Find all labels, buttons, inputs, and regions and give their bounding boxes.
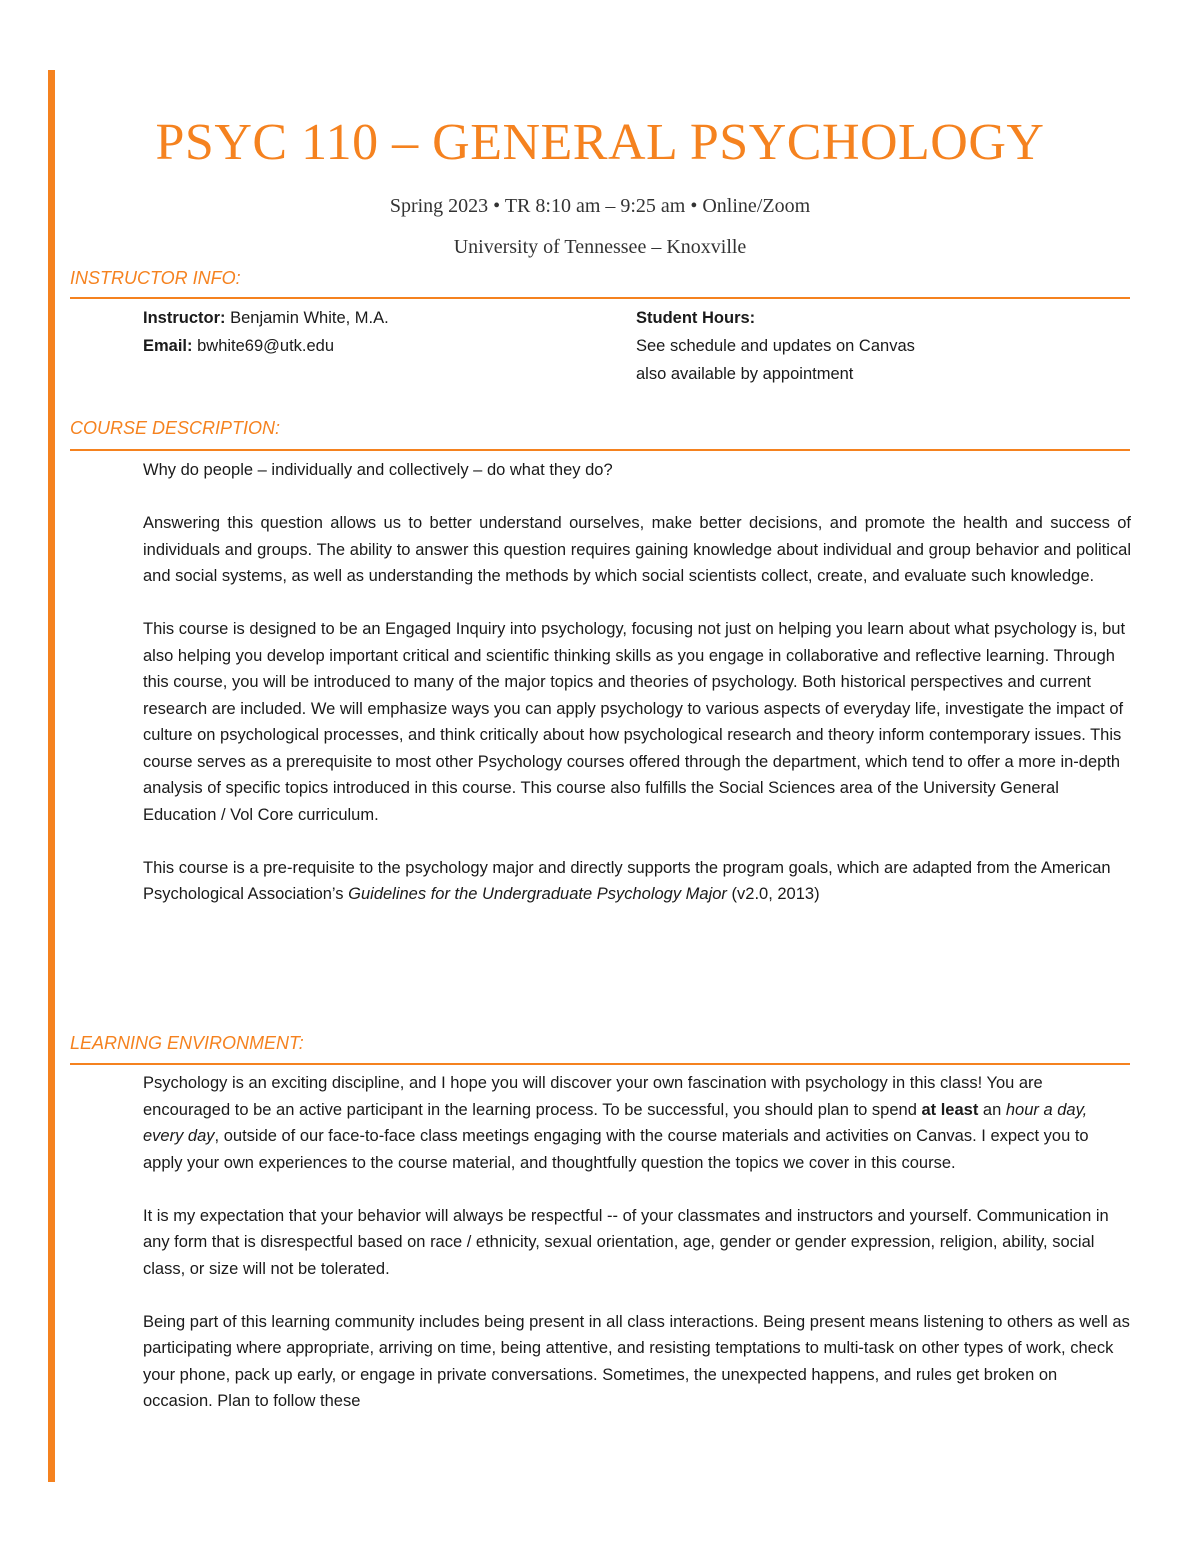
guidelines-title: Guidelines for the Undergraduate Psychology Major: [348, 885, 727, 903]
paragraph-text: an: [978, 1100, 1006, 1119]
instructor-contact-column: [143, 304, 389, 360]
student-hours-line2: also available by appointment: [636, 365, 854, 383]
learning-environment-heading: LEARNING ENVIRONMENT:: [70, 1033, 304, 1053]
paragraph: Answering this question allows us to better understand ourselves, make better decisions, and promote the health and success of individuals and groups. The ability to answer this question requires gaining knowledge about individual and group behavior and political and social systems, as well as understanding the methods by which social scientists collect, create, and evaluate such knowledge.: [143, 514, 1131, 585]
section-divider: [70, 297, 1130, 299]
paragraph: It is my expectation that your behavior will always be respectful -- of your classmates and instructors and yourself. Communication in any form that is disrespectful based on race / ethnicity, sexual orientation, age, gender or gender expression, religion, ability, social class, or size will not be tolerated.: [143, 1206, 1109, 1278]
email-label: Email:: [143, 337, 193, 355]
emphasis-bold: at least: [921, 1100, 979, 1119]
student-hours-label: Student Hours:: [636, 309, 756, 327]
section-divider: [70, 449, 1130, 451]
paragraph: [143, 1070, 1131, 1176]
section-divider: [70, 1063, 1130, 1065]
paragraph-text: , outside of our face-to-face class meetings engaging with the course materials and activities on Canvas. I expect you to apply your own experiences to the course material, and thoughtfully question the topics we cover in this course.: [143, 1127, 1089, 1172]
paragraph: Why do people – individually and collectively – do what they do?: [143, 461, 613, 479]
university-line: University of Tennessee – Knoxville: [453, 236, 747, 258]
email-address[interactable]: bwhite69@utk.edu: [192, 337, 335, 355]
paragraph-text: This course is a pre-requisite to the psychology major and directly supports the program goals, which are adapted from the American Psychological Association’s: [143, 858, 1111, 903]
course-description-body: [143, 457, 1131, 934]
instructor-line: [143, 304, 389, 332]
paragraph-text: (v2.0, 2013): [726, 885, 820, 903]
left-accent-bar: [48, 70, 55, 1482]
emphasis-italic: hour a day, every day: [143, 1100, 1088, 1145]
student-hours-line1: See schedule and updates on Canvas: [636, 337, 915, 355]
instructor-name: Benjamin White, M.A.: [225, 309, 389, 327]
student-hours-column: [636, 304, 915, 388]
instructor-label: Instructor:: [143, 309, 226, 327]
paragraph: This course is designed to be an Engaged Inquiry into psychology, focusing not just on helping you learn about what psychology is, but also helping you develop important critical and scientific thinking skills as you engage in collaborative and reflective learning. Through this course, you will be introduced to many of the major topics and theories of psychology. Both historical perspectives and current research are included. We will emphasize ways you can apply psychology to various aspects of everyday life, investigate the impact of culture on psychological processes, and think critically about how psychological research and theory inform contemporary issues. This course serves as a prerequisite to most other Psychology courses offered through the department, which tend to offer a more in-depth analysis of specific topics introduced in this course. This course also fulfills the Social Sciences area of the University General Education / Vol Core curriculum.: [143, 620, 1126, 824]
paragraph: Being part of this learning community includes being present in all class interactions. Being present means listening to others as well as participating where appropriate, arriving on time, being attentive, and resisting temptations to multi-task on other types of work, check your phone, pack up early, or engage in private conversations. Sometimes, the unexpected happens, and rules get broken on occasion. Plan to follow these: [143, 1312, 1130, 1410]
learning-environment-body: [143, 1070, 1131, 1441]
course-description-heading: COURSE DESCRIPTION:: [70, 418, 281, 438]
email-line: [143, 332, 389, 360]
instructor-info-heading: INSTRUCTOR INFO:: [70, 268, 241, 288]
paragraph: [143, 855, 1131, 908]
course-schedule-line: Spring 2023 • TR 8:10 am – 9:25 am • Online/Zoom: [389, 195, 811, 217]
paragraph-text: Psychology is an exciting discipline, and I hope you will discover your own fascination with psychology in this class! You are encouraged to be an active participant in the learning process. To be successful, you should plan to spend: [143, 1074, 1043, 1119]
page-title: PSYC 110 – GENERAL PSYCHOLOGY: [155, 114, 1045, 171]
